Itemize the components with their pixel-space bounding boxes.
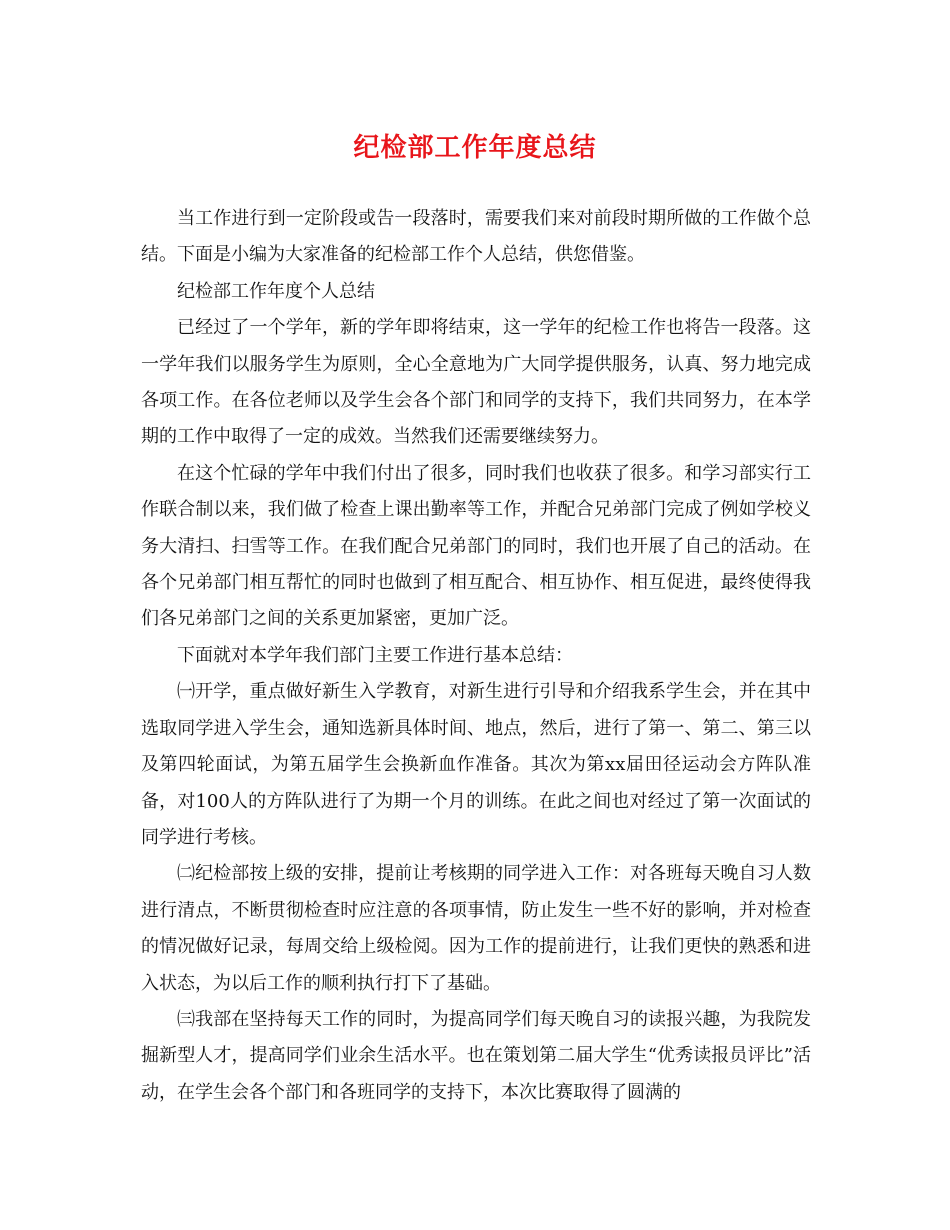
paragraph-summary-lead: 下面就对本学年我们部门主要工作进行基本总结： [177,644,573,666]
paragraph-cooperation: 在这个忙碌的学年中我们付出了很多，同时我们也收获了很多。和学习部实行工作联合制以来，我们做了检查上课出勤率等工作，并配合兄弟部门完成了例如学校义务大清扫、扫雪等工作。在我们配合兄弟部门的同时，我们也开展了自己的活动。在各个兄弟部门相互帮忙的同时也做到了相互配合、相互协作、相互促进，最终使得我们各兄弟部门之间的关系更加紧密，更加广泛。 [141,462,811,630]
paragraph-item-3: ㈢我部在坚持每天工作的同时，为提高同学们每天晚自习的读报兴趣，为我院发掘新型人才，提高同学们业余生活水平。也在策划第二届大学生“优秀读报员评比”活动，在学生会各个部门和各班同学的支持下，本次比赛取得了圆满的 [141,1008,811,1103]
paragraph-item-2: ㈡纪检部按上级的安排，提前让考核期的同学进入工作：对各班每天晚自习人数进行清点，不断贯彻检查时应注意的各项事情，防止发生一些不好的影响，并对检查的情况做好记录，每周交给上级检阅。因为工作的提前进行，让我们更快的熟悉和进入状态，为以后工作的顺利执行打下了基础。 [141,863,811,994]
paragraph-intro: 当工作进行到一定阶段或告一段落时，需要我们来对前段时期所做的工作做个总结。下面是小编为大家准备的纪检部工作个人总结，供您借鉴。 [141,208,811,266]
paragraph-overview: 已经过了一个学年，新的学年即将结束，这一学年的纪检工作也将告一段落。这一学年我们以服务学生为原则，全心全意地为广大同学提供服务，认真、努力地完成各项工作。在各位老师以及学生会各个部门和同学的支持下，我们共同努力，在本学期的工作中取得了一定的成效。当然我们还需要继续努力。 [141,317,811,448]
document-body [141,201,811,1111]
paragraph-subheading: 纪检部工作年度个人总结 [177,280,375,302]
document-title: 纪检部工作年度总结 [353,133,597,163]
paragraph-item-1: ㈠开学，重点做好新生入学教育，对新生进行引导和介绍我系学生会，并在其中选取同学进入学生会，通知选新具体时间、地点，然后，进行了第一、第二、第三以及第四轮面试，为第五届学生会换新血作准备。其次为第xx届田径运动会方阵队准备，对100人的方阵队进行了为期一个月的训练。在此之间也对经过了第一次面试的同学进行考核。 [141,681,811,848]
